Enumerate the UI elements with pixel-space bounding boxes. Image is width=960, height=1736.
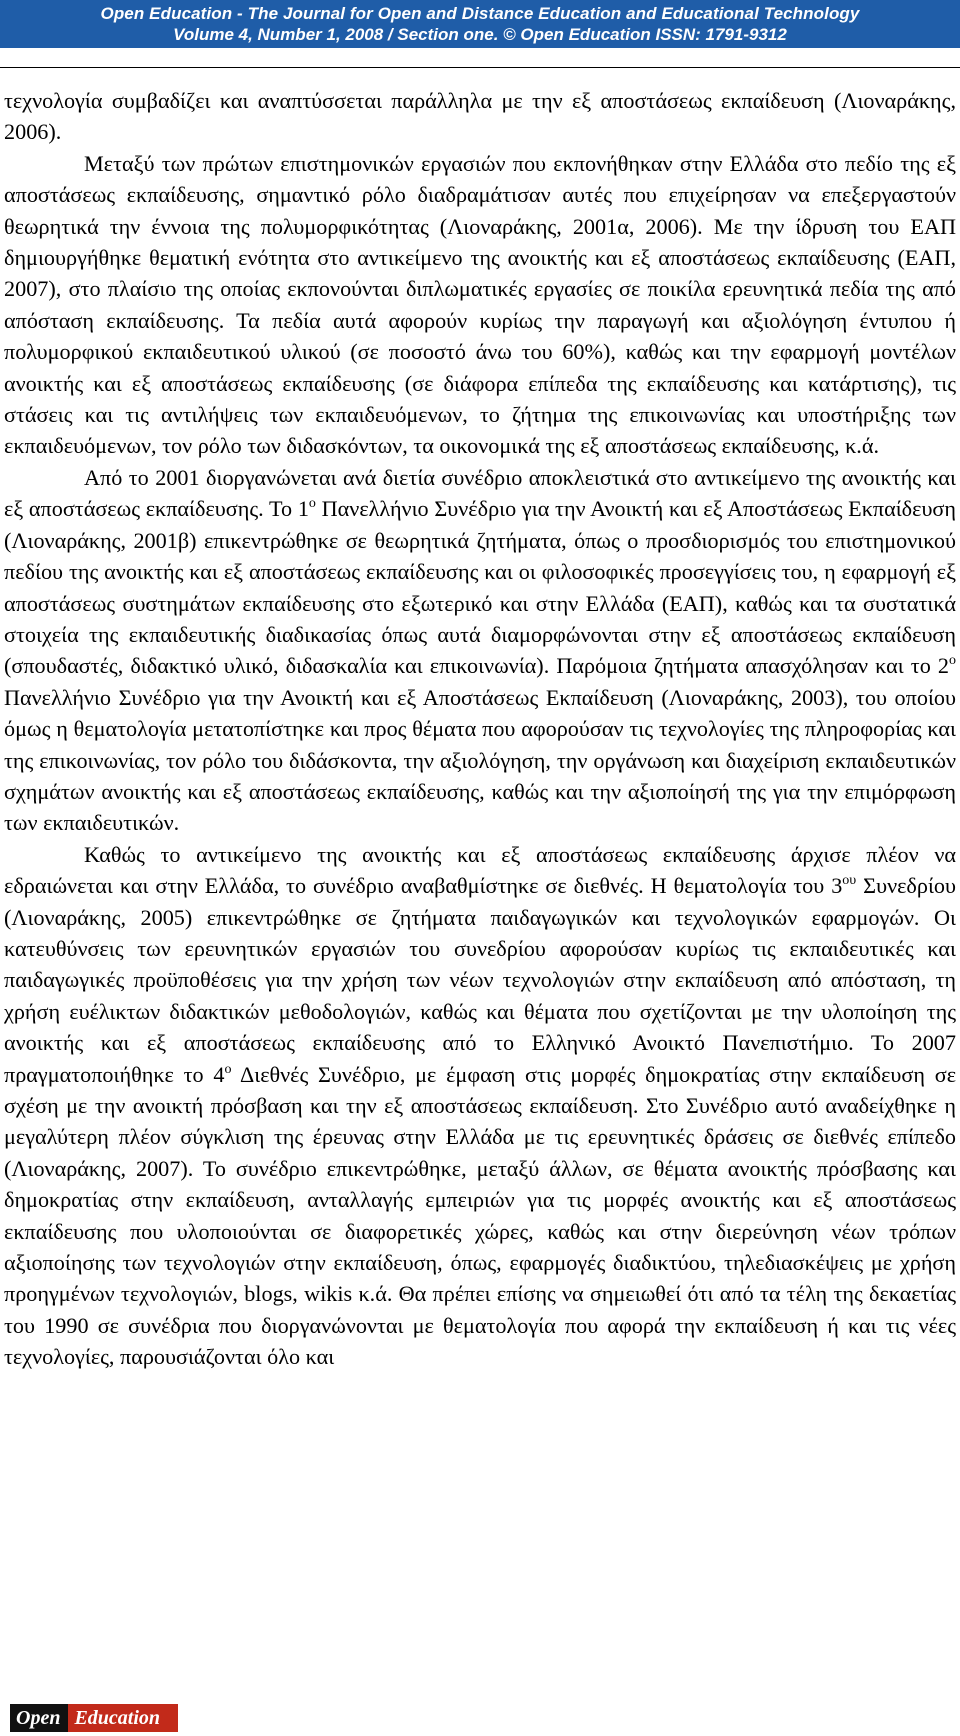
ordinal-superscript: ο bbox=[949, 653, 956, 669]
ordinal-superscript: ο bbox=[224, 1061, 232, 1077]
paragraph-text: Από το 2001 διοργανώνεται ανά διετία συνέδριο αποκλειστικά στο αντικείμενο της ανοικτής και εξ αποστάσεως εκπαίδευσης. Το 1 bbox=[4, 464, 956, 522]
paragraph-text: Πανελλήνιο Συνέδριο για την Ανοικτή και εξ Αποστάσεως Εκπαίδευση (Λιοναράκης, 2003), του οποίου όμως η θεματολογία μετατοπίστηκε και προς θέματα που αφορούσαν τις τεχνολογίες της πληροφορίας και της επικοινωνίας, τον ρόλο του διδάσκοντα, την αξιολόγηση, την οργάνωση και διαχείριση εκπαιδευτικών σχημάτων ανοικτής και εξ αποστάσεως εκπαίδευσης, καθώς και την αξιοποίησή της για την επιμόρφωση των εκπαιδευτικών. bbox=[4, 684, 956, 836]
logo-word-education: Education bbox=[74, 1707, 161, 1729]
paragraph-text: Μεταξύ των πρώτων επιστημονικών εργασιών που εκπονήθηκαν στην Ελλάδα στο πεδίο της εξ αποστάσεως εκπαίδευσης, σημαντικό ρόλο διαδραμάτισαν αυτές που επιχείρησαν να επεξεργαστούν θεωρητικά την έννοια της πολυμορφικότητας (Λιοναράκης, 2001α, 2006). Με την ίδρυση του ΕΑΠ δημιουργήθηκε θεματική ενότητα στο αντικείμενο της ανοικτής και εξ αποστάσεως εκπαίδευσης (ΕΑΠ, 2007), στο πλαίσιο της οποίας εκπονούνται διπλωματικές εργασίες σε ποικίλα ερευνητικά πεδία της από απόσταση εκπαίδευσης. Τα πεδία αυτά αφορούν κυρίως την παραγωγή και αξιολόγηση έντυπου ή πολυμορφικού εκπαιδευτικού υλικού (σε ποσοστό άνω του 60%), καθώς και την εφαρμογή μοντέλων ανοικτής και εξ αποστάσεως εκπαίδευσης (σε διάφορα επίπεδα της εκπαίδευσης και κατάρτισης), τις στάσεις και τις αντιλήψεις των εκπαιδευόμενων, το ζήτημα της επικοινωνίας και υποστήριξης των εκπαιδευόμενων, τον ρόλο των διδασκόντων, τα οικονομικά της εξ αποστάσεως εκπαίδευσης, κ.ά. bbox=[4, 150, 956, 459]
paragraph-text: Συνεδρίου (Λιοναράκης, 2005) επικεντρώθηκε σε ζητήματα παιδαγωγικών και τεχνολογικών εφαρμογών. Οι κατευθύνσεις των ερευνητικών εργασιών του συνεδρίου αφορούσαν κυρίως τις εκπαιδευτικές και παιδαγωγικές προϋποθέσεις για την χρήση των νέων τεχνολογιών στην εκπαίδευση από απόσταση, τη χρήση ευέλικτων διδακτικών μεθοδολογιών, καθώς και θέματα που σχετίζονται με την υλοποίηση της ανοικτής και εξ αποστάσεως εκπαίδευσης από το Ελληνικό Ανοικτό Πανεπιστήμιο. Το 2007 πραγματοποιήθηκε το 4 bbox=[4, 873, 956, 1087]
journal-title-line: Open Education - The Journal for Open and Distance Education and Educational Technology bbox=[100, 4, 860, 23]
paragraph-continuation bbox=[4, 85, 956, 148]
paragraph-conferences bbox=[4, 462, 956, 839]
open-education-logo bbox=[10, 1704, 178, 1732]
header-divider bbox=[0, 67, 960, 68]
ordinal-superscript: ου bbox=[842, 873, 857, 889]
article-body bbox=[4, 85, 956, 1373]
paragraph-text: Καθώς το αντικείμενο της ανοικτής και εξ αποστάσεως εκπαίδευσης άρχισε πλέον να εδραιώνεται και στην Ελλάδα, το συνέδριο αναβαθμίστηκε σε διεθνές. Η θεματολογία του 3 bbox=[4, 841, 956, 899]
paragraph-text: Διεθνές Συνέδριο, με έμφαση στις μορφές δημοκρατίας στην εκπαίδευση σε σχέση με την ανοικτή πρόσβαση και την εξ αποστάσεως εκπαίδευση. Στο Συνέδριο αυτό αναδείχθηκε η μεγαλύτερη πλέον σύγκλιση της έρευνας στην Ελλάδα με τις ερευνητικές δράσεις σε διεθνές επίπεδο (Λιοναράκης, 2007). Το συνέδριο επικεντρώθηκε, μεταξύ άλλων, σε θέματα ανοικτής πρόσβασης και δημοκρατίας στην εκπαίδευση, ανταλλαγής εμπειριών για τις μορφές ανοικτής και εξ αποστάσεως εκπαίδευσης που υλοποιούνται σε διαφορετικές χώρες, καθώς και στην διερεύνηση νέων τρόπων αξιοποίησης των τεχνολογιών στην εκπαίδευση, όπως, εφαρμογές διαδικτύου, τηλεδιασκέψεις με χρήση προηγμένων τεχνολογιών, blogs, wikis κ.ά. Θα πρέπει επίσης να σημειωθεί ότι από τα τέλη της δεκαετίας του 1990 σε συνέδρια που διοργανώνονται με θεματολογία που αφορά την εκπαίδευση ή και τις νέες τεχνολογίες, παρουσιάζονται όλο και bbox=[4, 1061, 957, 1370]
paragraph-text: τεχνολογία συμβαδίζει και αναπτύσσεται παράλληλα με την εξ αποστάσεως εκπαίδευση (Λιοναράκης, 2006). bbox=[4, 88, 956, 145]
journal-header-banner bbox=[0, 0, 960, 48]
logo-word-open: Open bbox=[10, 1704, 68, 1732]
paragraph-international-conference bbox=[4, 839, 956, 1373]
ordinal-superscript: ο bbox=[308, 496, 316, 512]
paragraph-text: Πανελλήνιο Συνέδριο για την Ανοικτή και εξ Αποστάσεως Εκπαίδευση (Λιοναράκης, 2001β) επικεντρώθηκε σε θεωρητικά ζητήματα, όπως ο προσδιορισμός του επιστημονικού πεδίου της ανοικτής και εξ αποστάσεως εκπαίδευσης και οι φιλοσοφικές προσεγγίσεις του, η εφαρμογή εξ αποστάσεως συστημάτων εκπαίδευσης στο εξωτερικό και στην Ελλάδα (ΕΑΠ), καθώς και τα συστατικά στοιχεία της εκπαιδευτικής διαδικασίας όπως αυτά διαμορφώνονται στην εξ αποστάσεως εκπαίδευση (σπουδαστές, διδακτικό υλικό, διδασκαλία και επικοινωνία). Παρόμοια ζητήματα απασχόλησαν και το 2 bbox=[4, 496, 956, 679]
paragraph-research-fields bbox=[4, 148, 956, 462]
journal-volume-line: Volume 4, Number 1, 2008 / Section one. © Open Education ISSN: 1791-9312 bbox=[173, 25, 787, 44]
